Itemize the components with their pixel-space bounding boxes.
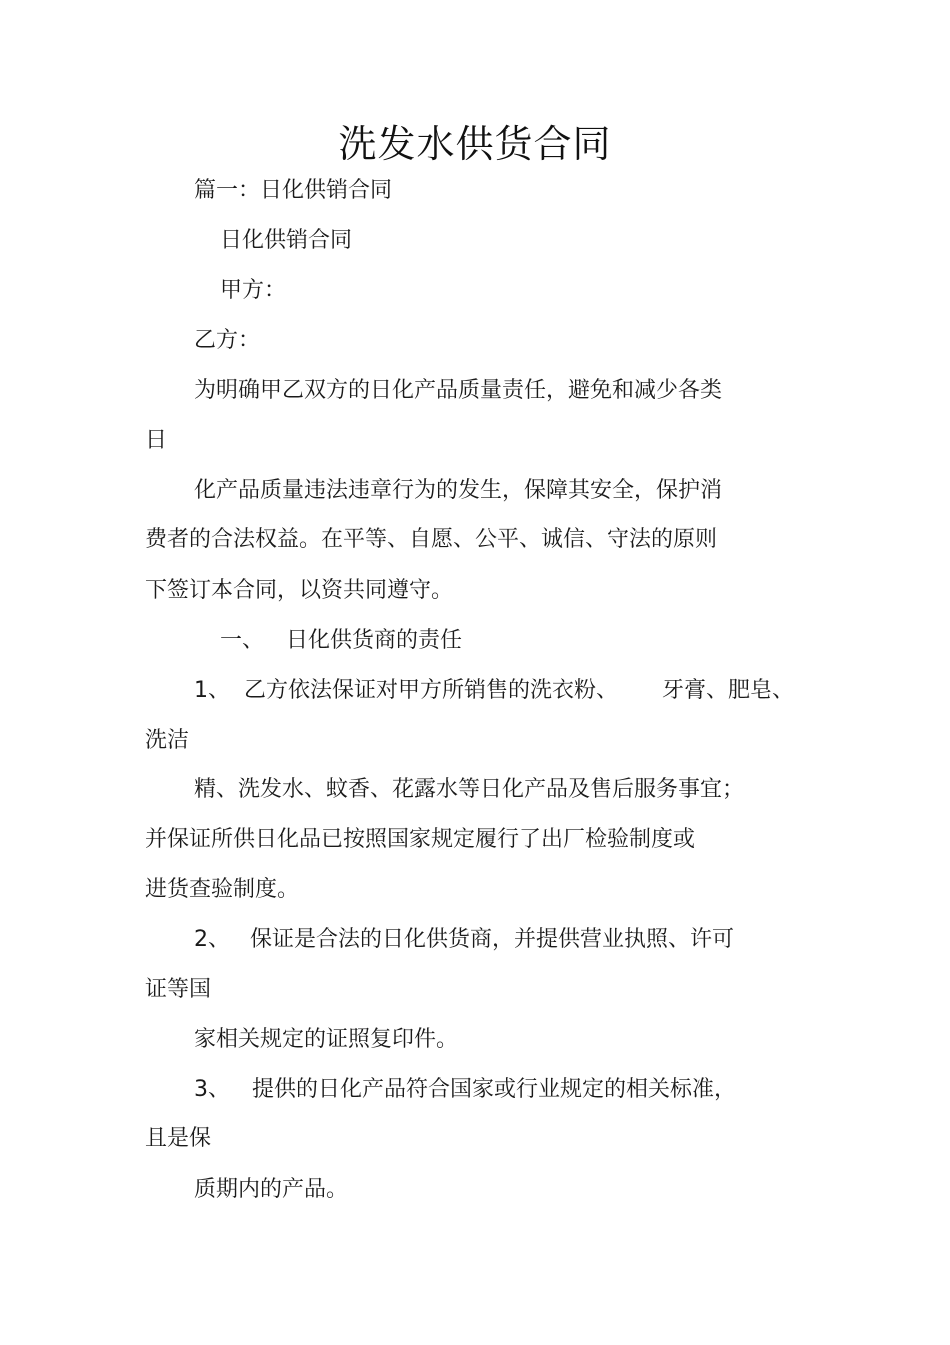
party-a-label: 甲方： (220, 278, 287, 303)
chapter-heading: 篇一：日化供销合同 (194, 178, 393, 203)
section-1-title: 日化供货商的责任 (286, 628, 463, 653)
preamble-line-3: 化产品质量违法违章行为的发生，保障其安全，保护消 (194, 478, 723, 503)
preamble-line-4: 费者的合法权益。在平等、自愿、公平、诚信、守法的原则 (145, 527, 718, 552)
clause-2-line-3: 家相关规定的证照复印件。 (194, 1027, 459, 1052)
clause-1-line-2: 洗洁 (145, 728, 190, 753)
document-title: 洗发水供货合同 (338, 122, 612, 166)
clause-1-line-1 (194, 676, 794, 706)
clause-1-number: 1、 (194, 678, 230, 703)
preamble-line-5: 下签订本合同，以资共同遵守。 (145, 578, 454, 603)
section-1-number: 一、 (220, 628, 265, 653)
preamble-line-2: 日 (145, 428, 168, 453)
clause-3-line-2: 且是保 (145, 1126, 212, 1151)
clause-3-line-1 (194, 1075, 736, 1105)
clause-2-line-2: 证等国 (145, 977, 212, 1002)
clause-1-line-4: 并保证所供日化品已按照国家规定履行了出厂检验制度或 (145, 827, 696, 852)
clause-2-text: 保证是合法的日化供货商，并提供营业执照、许可 (250, 927, 735, 952)
section-1-heading (220, 626, 462, 656)
contract-subtitle: 日化供销合同 (220, 228, 353, 253)
clause-1-line-5: 进货查验制度。 (145, 877, 300, 902)
clause-2-line-1 (194, 925, 734, 955)
clause-3-line-3: 质期内的产品。 (194, 1177, 349, 1202)
clause-3-text: 提供的日化产品符合国家或行业规定的相关标准， (252, 1077, 737, 1102)
clause-1-part-b: 牙膏、肥皂、 (662, 678, 795, 703)
clause-2-number: 2、 (194, 927, 230, 952)
clause-1-line-3: 精、洗发水、蚊香、花露水等日化产品及售后服务事宜； (194, 777, 745, 802)
clause-1-part-a: 乙方依法保证对甲方所销售的洗衣粉、 (244, 678, 619, 703)
preamble-line-1: 为明确甲乙双方的日化产品质量责任，避免和减少各类 (194, 378, 723, 403)
party-b-label: 乙方： (194, 328, 261, 353)
clause-3-number: 3、 (194, 1077, 230, 1102)
